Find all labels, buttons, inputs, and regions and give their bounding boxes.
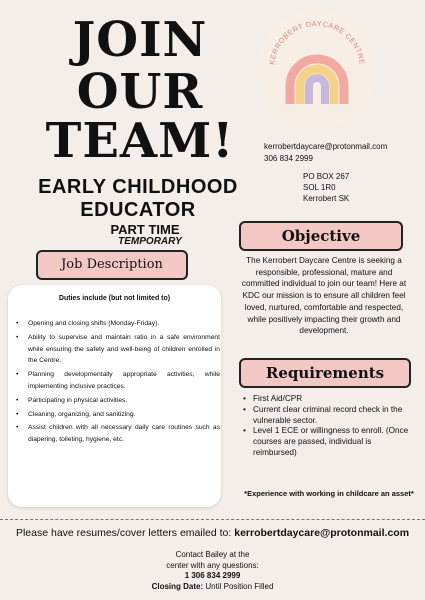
list-item: • Cleaning, organizing, and sanitizing.	[16, 409, 220, 421]
list-item: • Planning developmentally appropriate activities, while implementing inclusive practices.	[16, 369, 220, 393]
footer-contact-line2: center with any questions:	[166, 560, 259, 570]
role-title-line1: EARLY CHILDHOOD	[38, 176, 238, 198]
headline-join: JOIN	[72, 12, 208, 68]
list-item: • Assist children with all necessary daily care routines such as diapering, toileting, hygiene, etc.	[16, 422, 220, 446]
role-schedule: PART TIME	[110, 222, 180, 237]
job-description-heading: Job Description	[36, 250, 188, 280]
resumes-prefix: Please have resumes/cover letters emailed to:	[15, 527, 235, 539]
headline-our: OUR	[76, 64, 204, 120]
list-item: • Ability to supervise and maintain ratio in a safe environment while ensuring the safety and well-being of children enrolled in the Centre.	[16, 332, 220, 367]
contact-phone: 306 834 2999	[264, 154, 313, 163]
divider	[0, 519, 425, 520]
duties-heading: Duties include (but not limited to)	[58, 295, 171, 302]
requirements-heading: Requirements	[239, 358, 411, 388]
footer-contact	[0, 550, 425, 592]
list-item: • Opening and closing shifts (Monday-Friday).	[16, 318, 220, 330]
footer-phone: 1 306 834 2999	[184, 571, 241, 580]
duties-list	[16, 318, 220, 448]
headline-team: TEAM!	[45, 113, 235, 169]
list-item: • Participating in physical activities.	[16, 395, 220, 407]
closing-label: Closing Date:	[151, 581, 204, 591]
list-item: • Current clear criminal record check in the vulnerable sector.	[243, 405, 415, 427]
address-line3: Kerrobert SK	[303, 194, 350, 203]
objective-text: The Kerrobert Daycare Centre is seeking a responsible, professional, mature and committed individual to join our team! Here at KDC our mission is to ensure all children feel loved, nurtured, comfortable and respected, while positively impacting their growth and development.	[241, 256, 407, 336]
contact-block	[264, 141, 404, 165]
resumes-line	[0, 527, 425, 539]
address-line1: PO BOX 267	[303, 172, 350, 181]
footer-contact-line1: Contact Bailey at the	[175, 550, 250, 559]
address-block	[303, 171, 383, 204]
list-item: • First Aid/CPR	[243, 394, 415, 405]
resumes-email[interactable]: kerrobertdaycare@protonmail.com	[234, 527, 410, 539]
objective-heading: Objective	[239, 221, 403, 251]
role-type: TEMPORARY	[118, 236, 182, 247]
role-title-line2: EDUCATOR	[80, 199, 196, 221]
closing-value: Until Position Filled	[203, 581, 274, 591]
list-item: • Level 1 ECE or willingness to enroll. (Once courses are passed, individual is reimbursed)	[243, 426, 415, 458]
logo-text: KERROBERT DAYCARE CENTRE	[267, 18, 367, 66]
rainbow-logo-icon	[256, 8, 378, 130]
requirements-list	[243, 394, 415, 459]
closing-date	[0, 582, 425, 593]
experience-note: *Experience with working in childcare an asset*	[244, 489, 414, 498]
contact-email[interactable]: kerrobertdaycare@protonmail.com	[264, 142, 388, 151]
daycare-logo	[256, 8, 378, 130]
address-line2: SOL 1R0	[303, 183, 336, 192]
